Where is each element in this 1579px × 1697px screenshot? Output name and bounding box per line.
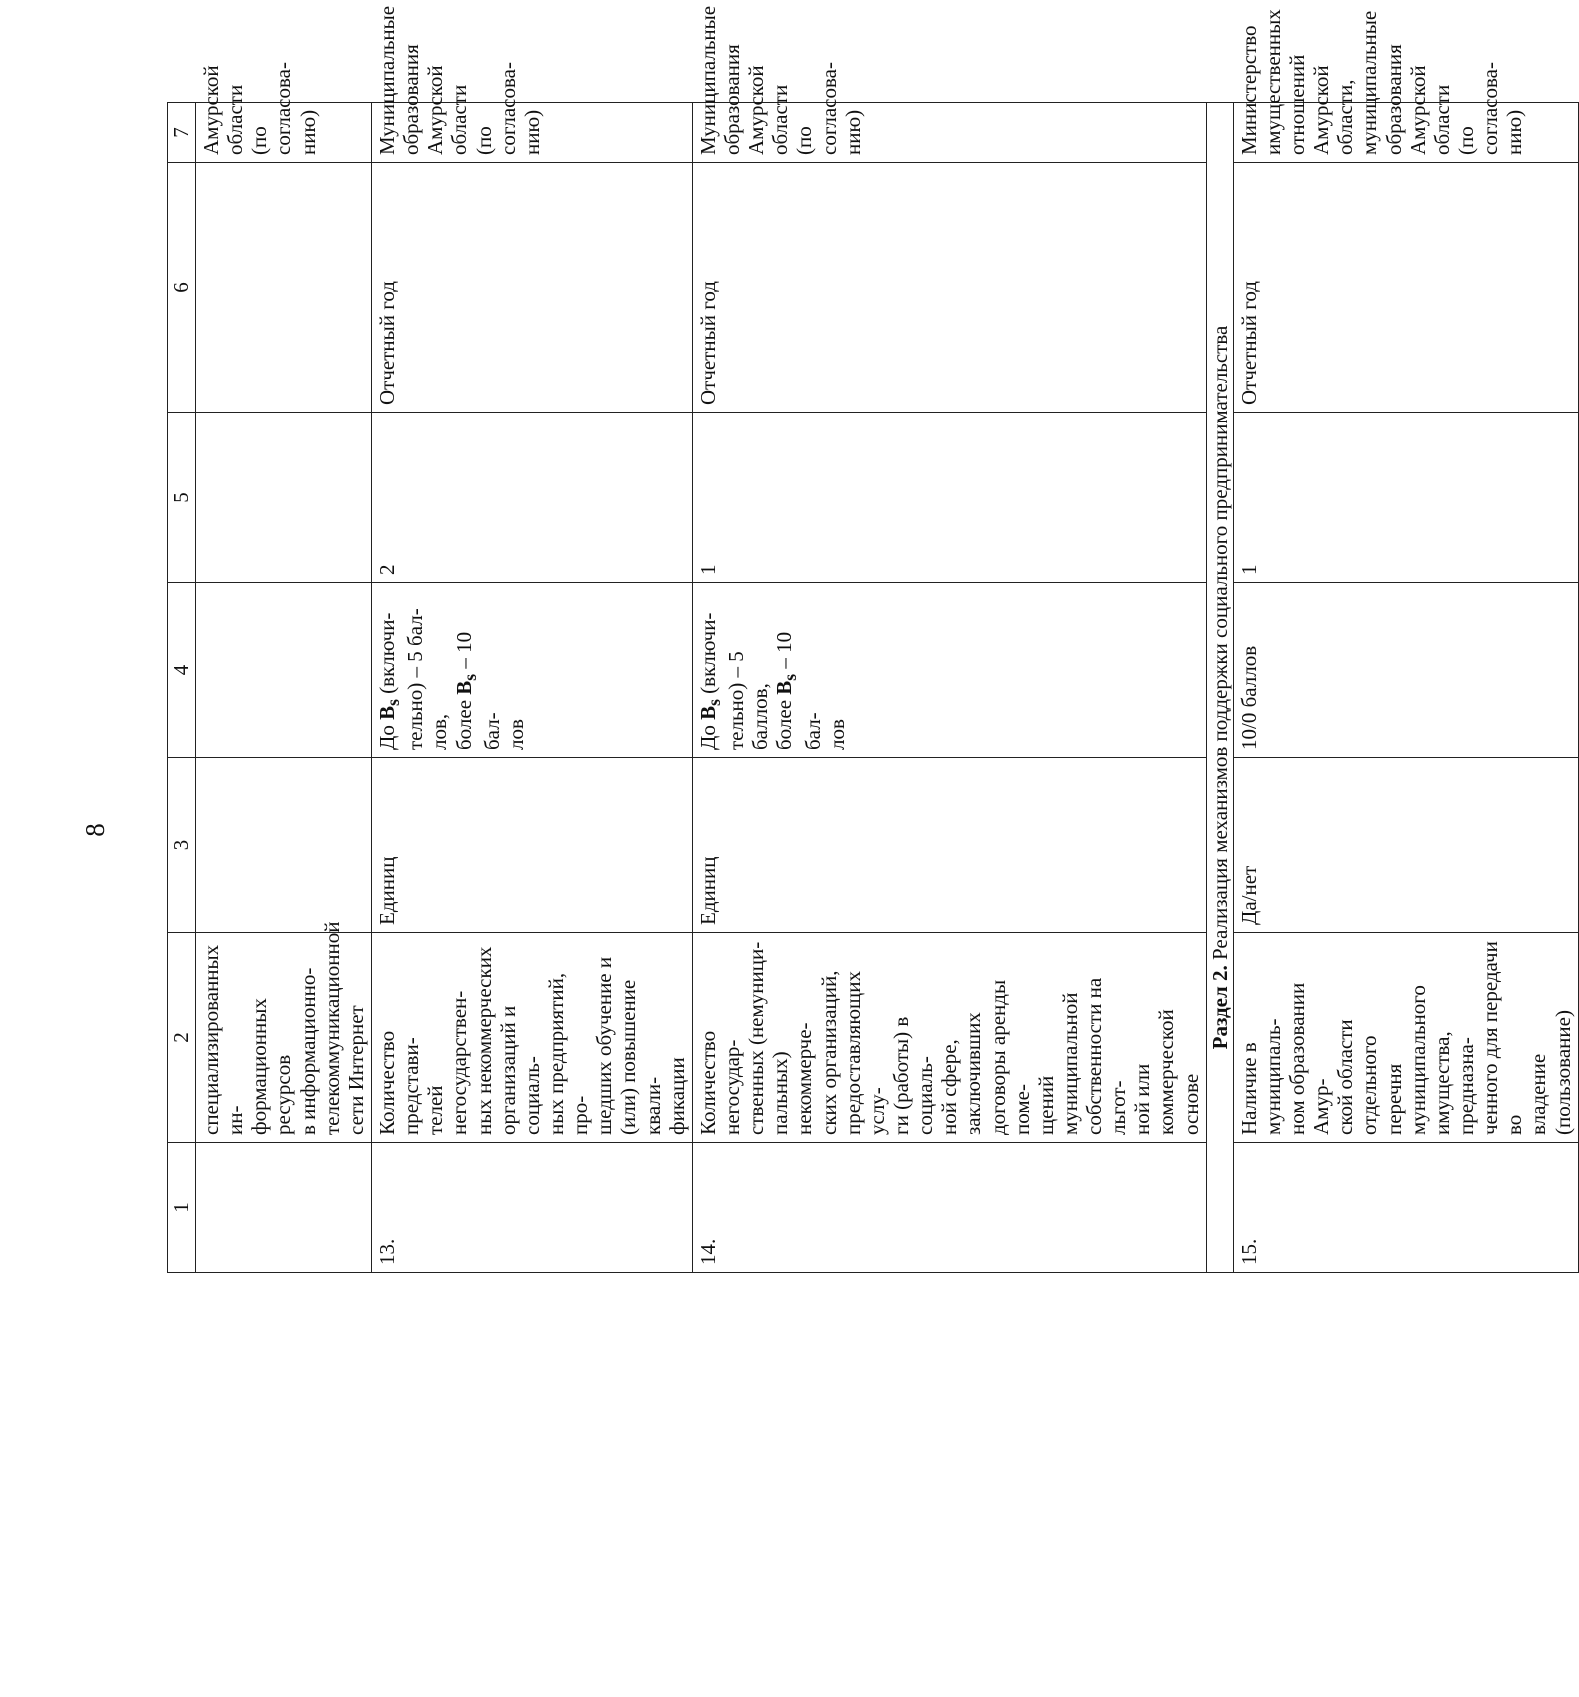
row-number: 14.: [692, 1143, 1206, 1273]
unit-text: [196, 758, 372, 933]
unit-text: Единиц: [692, 758, 1206, 933]
bs-symbol: $B_s$: [374, 699, 404, 720]
responsible-text: Министерство имущественных отношений Амурской области, муниципальные образования Амурской области (по согласова- нию): [1233, 103, 1578, 163]
table-row: [1233, 103, 1578, 1273]
indicator-text: Наличие в муниципаль- ном образовании Амур- ской области отдельного перечня муниципального имущества, предназна- ченного для передачи во владение (пользование): [1233, 933, 1578, 1143]
responsible-text: Муниципальные образования Амурской области (по согласова- нию): [371, 103, 692, 163]
unit-text: Единиц: [371, 758, 692, 933]
bs-symbol: $B_s$: [451, 673, 480, 695]
col-number-7: 7: [168, 103, 196, 163]
indicators-table: [167, 5, 1579, 1273]
bs-symbol: $B_s$: [772, 673, 801, 695]
column-numbers-row: [168, 103, 196, 1273]
col-number-3: 3: [168, 758, 196, 933]
section-header-row: [1206, 103, 1233, 1273]
table-rotated-wrapper: [167, 5, 1575, 1273]
col-number-4: 4: [168, 583, 196, 758]
responsible-text: Муниципальные образования Амурской области (по согласова- нию): [692, 103, 1206, 163]
col-number-1: 1: [168, 1143, 196, 1273]
target-value: 2: [371, 413, 692, 583]
section-title: [1206, 103, 1233, 1273]
indicator-text: Количество представи- телей негосударствен- ных некоммерческих организаций и социаль- ных предприятий, про- шедших обучение и (или) повышение квали- фикации: [371, 933, 692, 1143]
section-label: Раздел 2.: [1207, 965, 1232, 1050]
col-number-5: 5: [168, 413, 196, 583]
period-text: Отчетный год: [692, 163, 1206, 413]
scoring-text: До $B_s$ (включи- тельно) – 5 баллов, более $B_s - 10$ бал- лов: [692, 583, 1206, 758]
target-value: 1: [1233, 413, 1578, 583]
col-number-2: 2: [168, 933, 196, 1143]
row-number: 13.: [371, 1143, 692, 1273]
table-row: [371, 103, 692, 1273]
scoring-text: 10/0 баллов: [1233, 583, 1578, 758]
unit-text: Да/нет: [1233, 758, 1578, 933]
period-text: Отчетный год: [1233, 163, 1578, 413]
bs-symbol: $B_s$: [695, 699, 724, 720]
section-title-text: Реализация механизмов поддержки социального предпринимательства: [1207, 325, 1232, 966]
period-text: [196, 163, 372, 413]
scoring-text: До $B_s$ (включи- тельно) – 5 бал- лов, более $B_s - 10$ бал- лов: [371, 583, 692, 758]
target-value: [196, 413, 372, 583]
indicator-text: Количество негосудар- ственных (немуници- пальных) некоммерче- ских организаций, предоставляющих услу- ги (работы) в социаль- ной сфере, заключивших договоры аренды поме- щений муниципальной собственности на льгот- ной или коммерческой основе: [692, 933, 1206, 1143]
scoring-text: [196, 583, 372, 758]
row-number: 15.: [1233, 1143, 1578, 1273]
target-value: 1: [692, 413, 1206, 583]
responsible-text: Амурской области (по согласова- нию): [196, 103, 372, 163]
indicator-text: специализированных ин- формационных ресурсов в информационно- телекоммуникационной сети Интернет: [196, 933, 372, 1143]
page-number: 8: [80, 823, 110, 837]
col-number-6: 6: [168, 163, 196, 413]
period-text: Отчетный год: [371, 163, 692, 413]
row-number: [196, 1143, 372, 1273]
table-row: [692, 103, 1206, 1273]
table-row: [196, 103, 372, 1273]
